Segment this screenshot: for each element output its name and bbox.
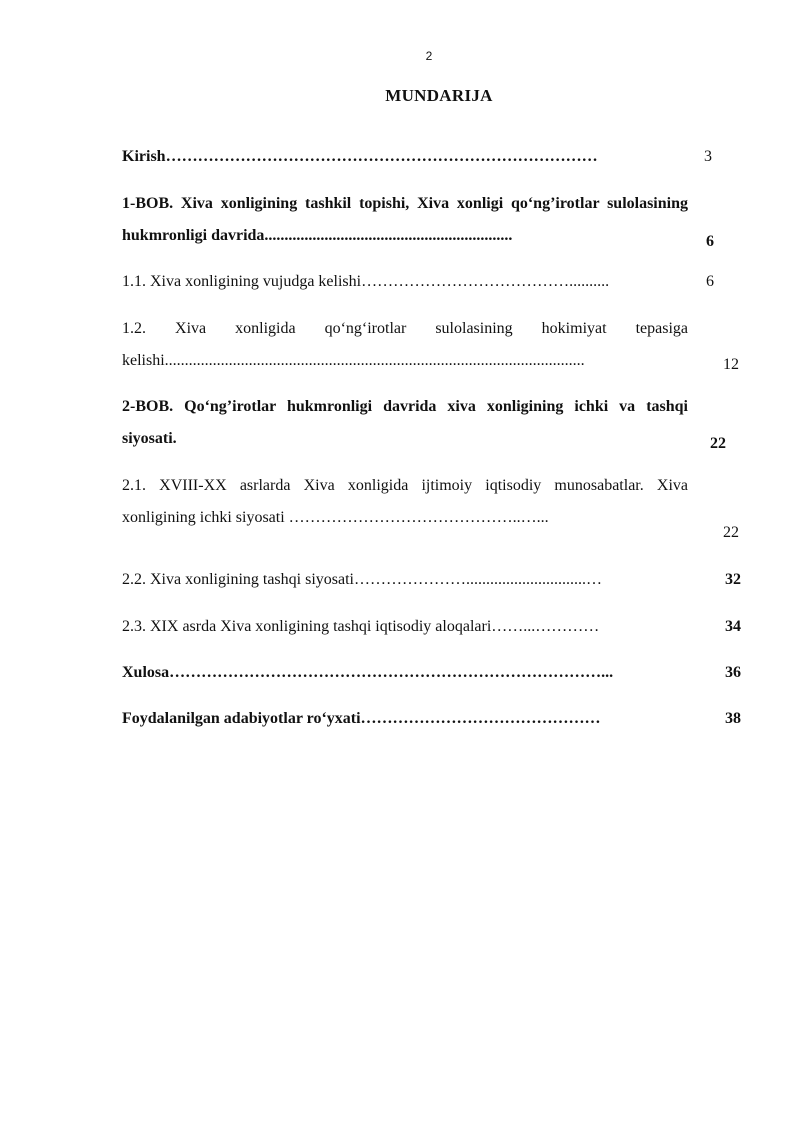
toc-entry-introduction: Kirish……………………………………………………………………… xyxy=(122,148,598,165)
toc-entry-chapter-2: 2-BOB. Qo‘ng’irotlar hukmronligi davrida xiva xonligining ichki va tashqi siyosati. xyxy=(122,398,688,447)
toc-entry-conclusion: Xulosa………………………………………………………………………... xyxy=(122,664,614,681)
toc-page-section-1-1: 6 xyxy=(706,273,714,290)
toc-page-chapter-2: 22 xyxy=(710,435,726,452)
toc-entry-section-1-1: 1.1. Xiva xonligining vujudga kelishi………………………………….......... xyxy=(122,273,610,290)
toc-page-bibliography: 38 xyxy=(725,710,741,727)
toc-page-introduction: 3 xyxy=(704,148,712,165)
toc-entry-chapter-1: 1-BOB. Xiva xonligining tashkil topishi, Xiva xonligi qo‘ng’irotlar sulolasining hukmronligi davrida.............................................................. xyxy=(122,195,688,244)
toc-page-section-2-2: 32 xyxy=(725,571,741,588)
toc-page-section-2-1: 22 xyxy=(723,524,739,541)
toc-entry-section-2-1: 2.1. XVIII-XX asrlarda Xiva xonligida ijtimoiy iqtisodiy munosabatlar. Xiva xonligining ichki siyosati ……………………………………..…... xyxy=(122,477,688,526)
toc-page-section-2-3: 34 xyxy=(725,618,741,635)
page-number: 2 xyxy=(425,49,433,63)
toc-page-conclusion: 36 xyxy=(725,664,741,681)
page-title: MUNDARIJA xyxy=(385,86,493,105)
toc-page-chapter-1: 6 xyxy=(706,233,714,250)
toc-entry-bibliography: Foydalanilgan adabiyotlar ro‘yxati……………………………………… xyxy=(122,710,601,727)
toc-page-section-1-2: 12 xyxy=(723,356,739,373)
toc-entry-section-2-2: 2.2. Xiva xonligining tashqi siyosati…………………..............................… xyxy=(122,571,602,588)
toc-entry-section-1-2: 1.2. Xiva xonligida qo‘ng‘irotlar sulolasining hokimiyat tepasiga kelishi......................................................................................................... xyxy=(122,320,688,369)
toc-entry-section-2-3: 2.3. XIX asrda Xiva xonligining tashqi iqtisodiy aloqalari……...………… xyxy=(122,618,600,635)
